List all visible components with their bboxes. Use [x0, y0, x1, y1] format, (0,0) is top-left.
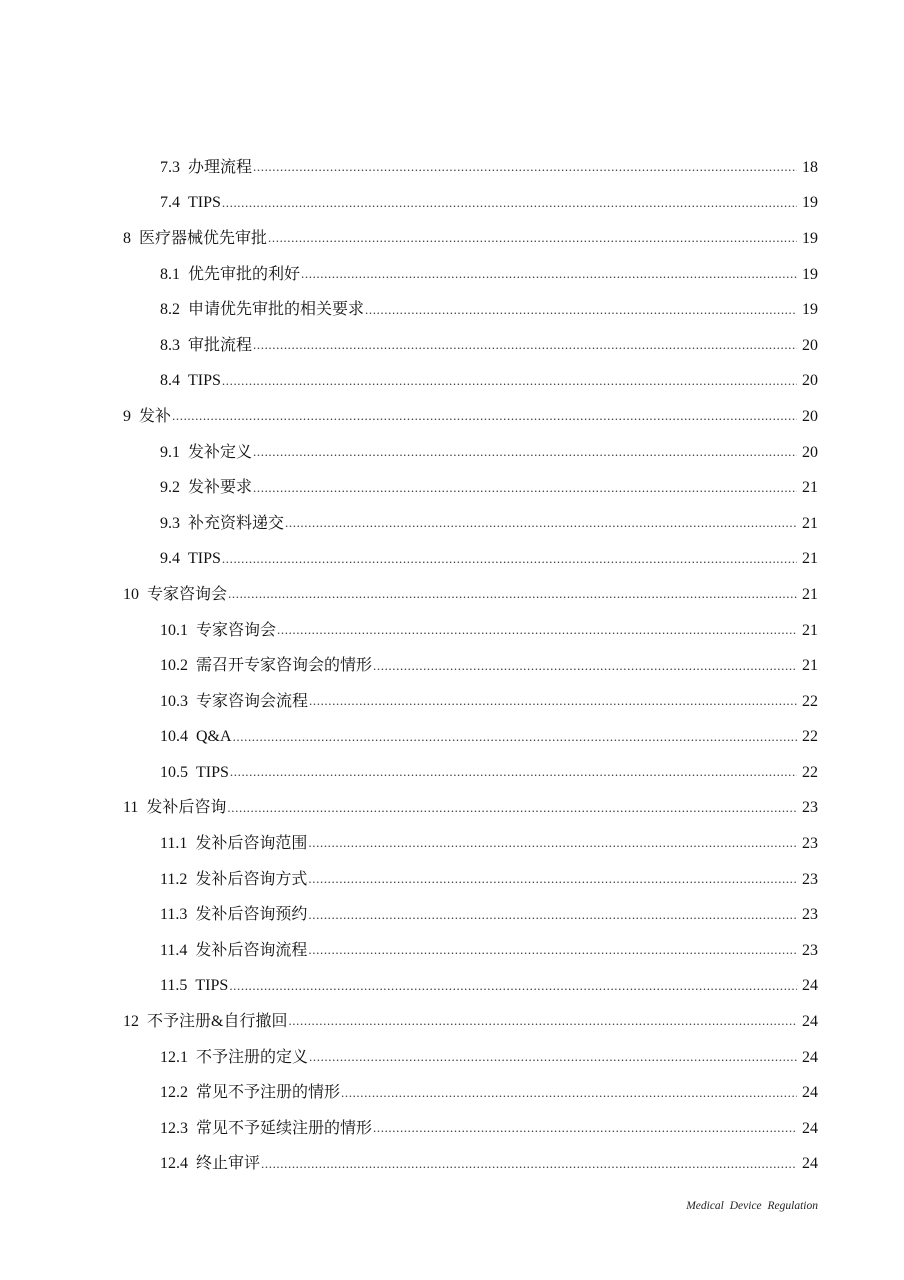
toc-entry-title: TIPS — [188, 372, 221, 390]
toc-entry-number: 11.5 — [160, 977, 188, 995]
toc-entry-label — [123, 587, 228, 603]
toc-entry-label — [160, 1085, 341, 1101]
toc-entry-number: 8.4 — [160, 372, 180, 390]
toc-entry-title: 发补后咨询范围 — [195, 835, 308, 853]
toc-chapter-entry[interactable] — [0, 399, 818, 435]
toc-entry-label — [160, 943, 308, 959]
toc-dot-leader — [309, 693, 797, 712]
toc-page-number: 21 — [802, 514, 818, 532]
toc-page-number: 20 — [802, 407, 818, 425]
toc-dot-leader — [253, 337, 797, 356]
toc-entry-number: 12.1 — [160, 1048, 188, 1066]
toc-page-number: 21 — [802, 585, 818, 603]
toc-dot-leader — [227, 800, 797, 819]
toc-dot-leader — [253, 480, 797, 499]
toc-page-number: 23 — [802, 870, 818, 888]
toc-entry-title: 办理流程 — [188, 158, 253, 176]
toc-dot-leader — [233, 729, 797, 748]
toc-page-number: 21 — [802, 479, 818, 497]
toc-dot-leader — [373, 658, 797, 677]
toc-page-number: 24 — [802, 1119, 818, 1137]
toc-entry-label — [160, 338, 253, 354]
toc-page-number: 23 — [802, 835, 818, 853]
toc-dot-leader — [253, 444, 797, 463]
toc-entry-title: 优先审批的利好 — [188, 265, 301, 283]
toc-page-number: 18 — [802, 158, 818, 176]
toc-section-entry[interactable] — [0, 1147, 818, 1183]
toc-entry-label — [160, 551, 222, 567]
toc-entry-title: 发补要求 — [188, 479, 253, 497]
toc-page-number: 23 — [802, 906, 818, 924]
toc-entry-number: 9.1 — [160, 443, 180, 461]
toc-dot-leader — [268, 230, 797, 249]
toc-entry-label — [160, 729, 233, 745]
toc-section-entry[interactable] — [0, 506, 818, 542]
toc-entry-label — [160, 480, 253, 496]
toc-dot-leader — [261, 1156, 797, 1175]
toc-page-number: 24 — [802, 1155, 818, 1173]
toc-entry-number: 12.4 — [160, 1155, 188, 1173]
toc-page-number: 19 — [802, 194, 818, 212]
toc-entry-label — [160, 195, 222, 211]
footer-running-title: Medical Device Regulation — [686, 1200, 818, 1212]
toc-chapter-entry[interactable] — [0, 1004, 818, 1040]
toc-entry-label — [160, 1156, 261, 1172]
toc-dot-leader — [309, 1049, 797, 1068]
toc-section-entry[interactable] — [0, 613, 818, 649]
toc-page-number: 22 — [802, 763, 818, 781]
toc-entry-title: TIPS — [196, 763, 229, 781]
toc-entry-title: TIPS — [188, 550, 221, 568]
toc-entry-number: 9.3 — [160, 514, 180, 532]
toc-section-entry[interactable] — [0, 720, 818, 756]
toc-dot-leader — [308, 907, 797, 926]
toc-entry-title: 发补 — [139, 407, 172, 425]
toc-page-number: 24 — [802, 1013, 818, 1031]
toc-dot-leader — [228, 586, 797, 605]
toc-entry-label — [160, 907, 308, 923]
toc-section-entry[interactable] — [0, 150, 818, 186]
toc-entry-title: Q&A — [196, 728, 232, 746]
toc-entry-number: 8.3 — [160, 336, 180, 354]
toc-dot-leader — [222, 195, 797, 214]
toc-dot-leader — [308, 871, 797, 890]
toc-section-entry[interactable] — [0, 186, 818, 222]
toc-entry-title: 常见不予延续注册的情形 — [196, 1119, 373, 1137]
toc-page-number: 21 — [802, 657, 818, 675]
toc-entry-title: 终止审评 — [196, 1155, 261, 1173]
toc-section-entry[interactable] — [0, 1075, 818, 1111]
table-of-contents — [0, 150, 904, 1182]
toc-dot-leader — [222, 373, 797, 392]
toc-entry-title: 发补后咨询预约 — [195, 906, 308, 924]
toc-dot-leader — [285, 515, 797, 534]
toc-section-entry[interactable] — [0, 1111, 818, 1147]
toc-entry-label — [160, 872, 308, 888]
toc-entry-label — [160, 1050, 309, 1066]
toc-entry-title: 专家咨询会流程 — [196, 692, 309, 710]
toc-entry-label — [160, 445, 253, 461]
toc-entry-number: 11.3 — [160, 906, 188, 924]
toc-entry-number: 8.1 — [160, 265, 180, 283]
toc-entry-title: 发补后咨询方式 — [195, 870, 308, 888]
toc-entry-label — [123, 231, 268, 247]
toc-section-entry[interactable] — [0, 648, 818, 684]
toc-entry-number: 12.3 — [160, 1119, 188, 1137]
toc-page-number: 19 — [802, 301, 818, 319]
toc-entry-label — [123, 1014, 288, 1030]
toc-dot-leader — [229, 978, 797, 997]
toc-entry-title: 常见不予注册的情形 — [196, 1084, 341, 1102]
toc-entry-title: 发补后咨询 — [146, 799, 227, 817]
toc-page-number: 24 — [802, 977, 818, 995]
toc-entry-title: TIPS — [195, 977, 229, 995]
toc-page-number: 21 — [802, 621, 818, 639]
toc-chapter-entry[interactable] — [0, 791, 818, 827]
toc-entry-number: 9.4 — [160, 550, 180, 568]
toc-section-entry[interactable] — [0, 257, 818, 293]
toc-entry-title: 不予注册的定义 — [196, 1048, 309, 1066]
toc-section-entry[interactable] — [0, 933, 818, 969]
toc-dot-leader — [308, 942, 797, 961]
toc-dot-leader — [230, 764, 797, 783]
toc-entry-title: 医疗器械优先审批 — [139, 229, 268, 247]
toc-entry-label — [160, 694, 309, 710]
toc-entry-label — [123, 409, 172, 425]
toc-entry-title: 审批流程 — [188, 336, 253, 354]
toc-entry-label — [160, 658, 373, 674]
toc-dot-leader — [222, 551, 797, 570]
toc-entry-number: 10.3 — [160, 692, 188, 710]
toc-entry-label — [160, 302, 365, 318]
toc-section-entry[interactable] — [0, 1040, 818, 1076]
toc-entry-number: 8 — [123, 229, 131, 247]
toc-entry-label — [160, 765, 230, 781]
toc-section-entry[interactable] — [0, 862, 818, 898]
toc-entry-label — [160, 160, 253, 176]
toc-page-number: 20 — [802, 372, 818, 390]
toc-chapter-entry[interactable] — [0, 221, 818, 257]
toc-dot-leader — [373, 1120, 797, 1139]
toc-entry-label — [160, 373, 222, 389]
toc-entry-number: 10.2 — [160, 657, 188, 675]
toc-section-entry[interactable] — [0, 969, 818, 1005]
toc-section-entry[interactable] — [0, 435, 818, 471]
toc-entry-title: 专家咨询会 — [196, 621, 277, 639]
toc-entry-title: 专家咨询会 — [147, 585, 228, 603]
toc-entry-label — [160, 836, 308, 852]
toc-entry-number: 11.1 — [160, 835, 188, 853]
toc-page-number: 22 — [802, 692, 818, 710]
toc-dot-leader — [288, 1013, 797, 1032]
toc-section-entry[interactable] — [0, 542, 818, 578]
toc-entry-number: 10.5 — [160, 763, 188, 781]
toc-entry-number: 8.2 — [160, 301, 180, 319]
toc-dot-leader — [365, 302, 797, 321]
toc-dot-leader — [308, 835, 797, 854]
toc-page-number: 20 — [802, 336, 818, 354]
toc-page-number: 19 — [802, 229, 818, 247]
toc-entry-title: 需召开专家咨询会的情形 — [196, 657, 373, 675]
toc-entry-number: 9.2 — [160, 479, 180, 497]
toc-entry-title: 补充资料递交 — [188, 514, 285, 532]
toc-dot-leader — [172, 408, 797, 427]
toc-section-entry[interactable] — [0, 364, 818, 400]
toc-entry-number: 10 — [123, 585, 139, 603]
toc-entry-label — [160, 516, 285, 532]
toc-entry-title: 发补定义 — [188, 443, 253, 461]
toc-entry-title: 发补后咨询流程 — [195, 941, 308, 959]
toc-section-entry[interactable] — [0, 684, 818, 720]
toc-page-number: 24 — [802, 1084, 818, 1102]
toc-section-entry[interactable] — [0, 826, 818, 862]
toc-entry-number: 12.2 — [160, 1084, 188, 1102]
toc-entry-title: 不予注册&自行撤回 — [147, 1013, 288, 1031]
toc-entry-number: 11.2 — [160, 870, 188, 888]
toc-entry-number: 10.4 — [160, 728, 188, 746]
toc-entry-title: 申请优先审批的相关要求 — [188, 301, 365, 319]
toc-entry-number: 11 — [123, 799, 139, 817]
toc-dot-leader — [253, 159, 797, 178]
toc-entry-label — [160, 267, 301, 283]
toc-page-number: 23 — [802, 799, 818, 817]
toc-entry-number: 9 — [123, 407, 131, 425]
toc-page-number: 19 — [802, 265, 818, 283]
toc-page-number: 23 — [802, 941, 818, 959]
toc-dot-leader — [277, 622, 797, 641]
toc-entry-title: TIPS — [188, 194, 221, 212]
toc-entry-label — [160, 978, 229, 994]
toc-entry-label — [160, 1121, 373, 1137]
toc-entry-number: 7.3 — [160, 158, 180, 176]
toc-page-number: 24 — [802, 1048, 818, 1066]
toc-entry-number: 10.1 — [160, 621, 188, 639]
toc-dot-leader — [301, 266, 797, 285]
toc-entry-number: 12 — [123, 1013, 139, 1031]
toc-section-entry[interactable] — [0, 470, 818, 506]
toc-entry-number: 7.4 — [160, 194, 180, 212]
toc-entry-number: 11.4 — [160, 941, 188, 959]
toc-page-number: 20 — [802, 443, 818, 461]
toc-section-entry[interactable] — [0, 328, 818, 364]
toc-entry-label — [123, 800, 227, 816]
toc-page-number: 21 — [802, 550, 818, 568]
toc-dot-leader — [341, 1085, 797, 1104]
toc-page-number: 22 — [802, 728, 818, 746]
toc-section-entry[interactable] — [0, 897, 818, 933]
toc-entry-label — [160, 623, 277, 639]
toc-section-entry[interactable] — [0, 292, 818, 328]
toc-section-entry[interactable] — [0, 755, 818, 791]
toc-chapter-entry[interactable] — [0, 577, 818, 613]
